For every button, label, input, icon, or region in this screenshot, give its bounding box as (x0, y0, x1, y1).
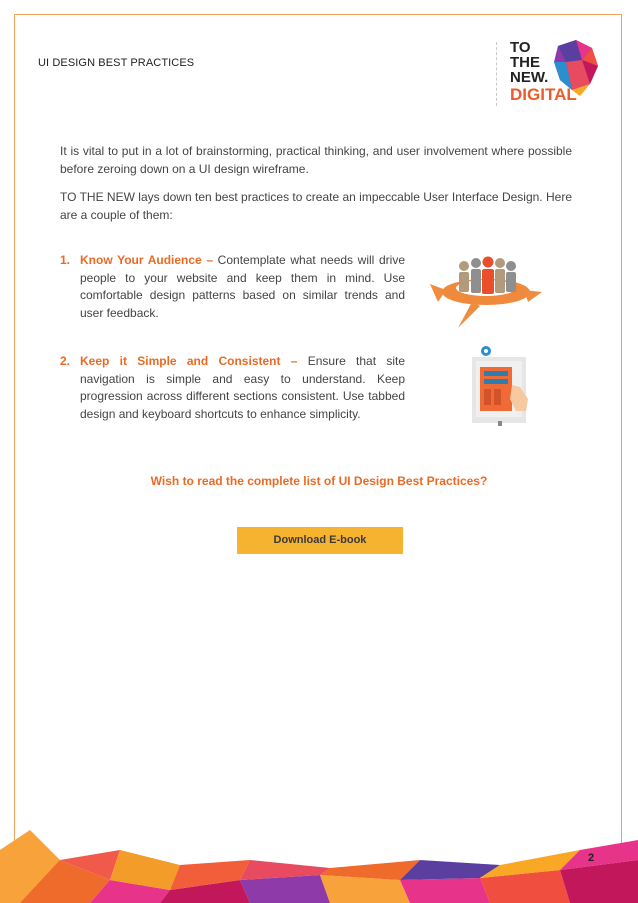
practice-item-2 (60, 353, 405, 423)
intro-paragraph-1: It is vital to put in a lot of brainstorming, practical thinking, and user involvement where possible before zeroing down on a UI design wireframe. (60, 144, 572, 176)
document-header-title: UI DESIGN BEST PRACTICES (38, 57, 195, 69)
practice-text: Contemplate what needs will drive people to your website and keep them in mind. Use comfortable design patterns based on similar trends and user feedback. (80, 253, 405, 320)
company-logo (510, 40, 600, 110)
page-number: 2 (588, 852, 595, 864)
download-ebook-button[interactable]: Download E-book (237, 527, 403, 554)
cta-question: Wish to read the complete list of UI Design Best Practices? (150, 474, 488, 488)
practice-body (60, 252, 405, 322)
logo-divider (496, 42, 497, 106)
logo-line-1: TO (510, 39, 531, 56)
logo-line-2: THE (510, 54, 540, 71)
practice-number: 2. (60, 354, 71, 368)
audience-group-icon (428, 244, 544, 332)
practice-heading: Keep it Simple and Consistent – (80, 354, 298, 368)
footer-decoration (0, 820, 638, 903)
tablet-touch-icon (468, 345, 536, 427)
logo-line-4: DIGITAL (510, 85, 577, 104)
logo-line-3: NEW. (510, 69, 549, 86)
practice-item-1 (60, 252, 405, 322)
practice-body (60, 353, 405, 423)
practice-text: Ensure that site navigation is simple and easy to understand. Keep progression across different sections consistent. Use tabbed design and keyboard shortcuts to enhance simplicity. (80, 354, 405, 421)
practice-heading: Know Your Audience – (80, 253, 214, 267)
intro-paragraph-2: TO THE NEW lays down ten best practices to create an impeccable User Interface Design. Here are a couple of them: (60, 190, 572, 222)
practice-number: 1. (60, 253, 71, 267)
logo-wordmark (510, 40, 577, 104)
